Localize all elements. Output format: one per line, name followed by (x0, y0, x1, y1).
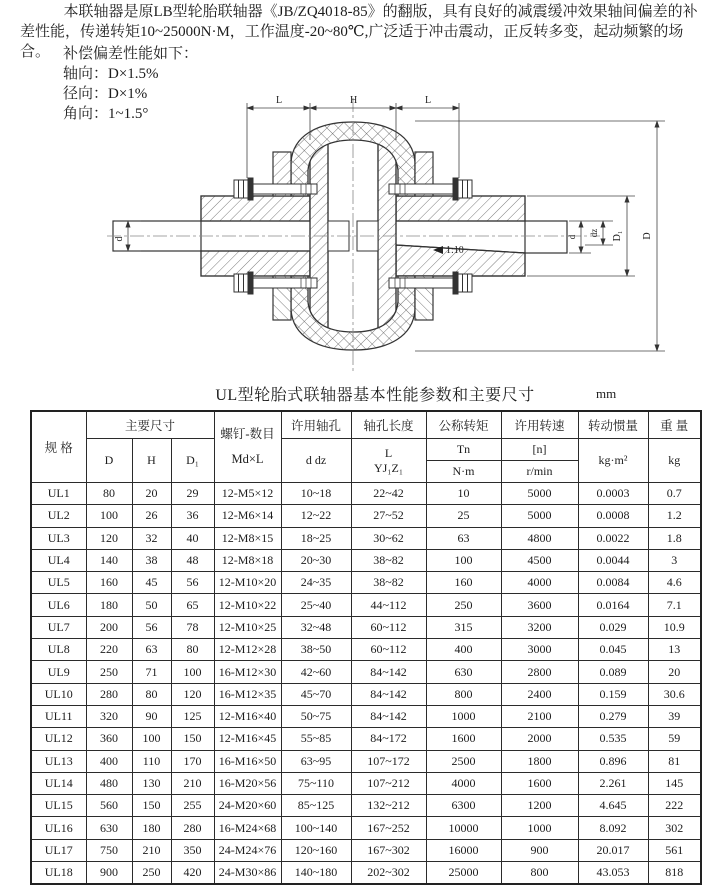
table-cell: 24~35 (281, 572, 351, 594)
table-cell: UL11 (31, 705, 86, 727)
dim-label-d-left: d (114, 236, 125, 242)
dim-label-H: H (350, 95, 358, 106)
table-cell: 100~140 (281, 817, 351, 839)
table-cell: UL18 (31, 862, 86, 884)
table-cell: 360 (86, 728, 132, 750)
dim-label-dz: dz (589, 228, 599, 238)
table-cell: 50 (132, 594, 171, 616)
table-cell: 2.261 (578, 772, 648, 794)
table-cell: 3200 (501, 616, 578, 638)
subheader-bore-len: L YJ₁Z₁ (351, 439, 426, 483)
table-cell: 38 (132, 549, 171, 571)
table-cell: 220 (86, 639, 132, 661)
parameters-table (30, 410, 702, 885)
table-cell: 12-M10×22 (214, 594, 281, 616)
table-cell: 24-M24×76 (214, 839, 281, 861)
subheader-torque-unit: N·m (426, 461, 501, 483)
table-cell: 110 (132, 750, 171, 772)
table-cell: 16-M16×50 (214, 750, 281, 772)
table-cell: 65 (171, 594, 214, 616)
table-cell: 400 (426, 639, 501, 661)
table-row (31, 839, 701, 861)
table-cell: 90 (132, 705, 171, 727)
table-cell: UL16 (31, 817, 86, 839)
table-cell: 25 (426, 505, 501, 527)
table-cell: 3000 (501, 639, 578, 661)
table-cell: 32 (132, 527, 171, 549)
table-cell: 280 (86, 683, 132, 705)
table-cell: 80 (86, 483, 132, 505)
dim-label-D1: D₁ (612, 230, 623, 242)
table-cell: 48 (171, 549, 214, 571)
intro-paragraph: 本联轴器是原LB型轮胎联轴器《JB/ZQ4018-85》的翻版，具有良好的减震缓冲效果轴间偏差的补差性能，传递转矩10~25000N·M，工作温度-20~80℃,广泛适于冲击震动，正反转多变，起动频繁的场合。 (20, 4, 698, 60)
table-cell: 1800 (501, 750, 578, 772)
table-cell: UL4 (31, 549, 86, 571)
table-cell: 4.6 (648, 572, 701, 594)
table-cell: 2400 (501, 683, 578, 705)
table-row (31, 572, 701, 594)
table-cell: 36 (171, 505, 214, 527)
table-row (31, 772, 701, 794)
table-cell: 420 (171, 862, 214, 884)
table-cell: 12-M12×28 (214, 639, 281, 661)
table-cell: 63 (132, 639, 171, 661)
table-cell: 0.0044 (578, 549, 648, 571)
table-cell: 38~82 (351, 572, 426, 594)
table-cell: 350 (171, 839, 214, 861)
col-header-main-dims: 主要尺寸 (86, 411, 214, 439)
table-cell: UL14 (31, 772, 86, 794)
table-cell: 16-M20×56 (214, 772, 281, 794)
table-cell: 0.896 (578, 750, 648, 772)
table-cell: 80 (171, 639, 214, 661)
table-cell: 1200 (501, 795, 578, 817)
table-cell: 20 (648, 661, 701, 683)
table-cell: 630 (86, 817, 132, 839)
table-cell: 16-M24×68 (214, 817, 281, 839)
table-cell: 16-M12×30 (214, 661, 281, 683)
table-cell: 222 (648, 795, 701, 817)
table-cell: 160 (426, 572, 501, 594)
table-cell: 100 (132, 728, 171, 750)
table-cell: 75~110 (281, 772, 351, 794)
table-cell: UL2 (31, 505, 86, 527)
subheader-speed-sym: [n] (501, 439, 578, 461)
table-cell: 107~172 (351, 750, 426, 772)
table-cell: 63 (426, 527, 501, 549)
table-cell: 561 (648, 839, 701, 861)
table-cell: 0.7 (648, 483, 701, 505)
deviation-axial: 轴向：D×1.5% (63, 66, 159, 82)
table-cell: 12-M16×45 (214, 728, 281, 750)
table-cell: 0.0084 (578, 572, 648, 594)
table-cell: 150 (132, 795, 171, 817)
table-cell: 280 (171, 817, 214, 839)
table-cell: 100 (86, 505, 132, 527)
table-cell: UL12 (31, 728, 86, 750)
table-cell: 4800 (501, 527, 578, 549)
table-cell: 25~40 (281, 594, 351, 616)
table-cell: UL10 (31, 683, 86, 705)
table-cell: 44~112 (351, 594, 426, 616)
table-cell: 45~70 (281, 683, 351, 705)
table-cell: 60~112 (351, 639, 426, 661)
table-cell: 56 (132, 616, 171, 638)
table-cell: UL7 (31, 616, 86, 638)
table-cell: UL9 (31, 661, 86, 683)
table-cell: 1000 (426, 705, 501, 727)
table-cell: 12-M16×40 (214, 705, 281, 727)
table-cell: 900 (501, 839, 578, 861)
table-cell: 480 (86, 772, 132, 794)
table-cell: 167~302 (351, 839, 426, 861)
table-cell: 81 (648, 750, 701, 772)
table-cell: 4500 (501, 549, 578, 571)
table-cell: 4.645 (578, 795, 648, 817)
table-row (31, 483, 701, 505)
table-cell: 1600 (501, 772, 578, 794)
table-row (31, 862, 701, 884)
subheader-D1: D₁ (171, 439, 214, 483)
table-cell: 38~82 (351, 549, 426, 571)
table-cell: 20 (132, 483, 171, 505)
table-cell: 50~75 (281, 705, 351, 727)
table-cell: UL1 (31, 483, 86, 505)
table-row (31, 795, 701, 817)
table-cell: 200 (86, 616, 132, 638)
unit-label: mm (596, 386, 617, 401)
table-cell: 180 (132, 817, 171, 839)
table-cell: 45 (132, 572, 171, 594)
table-row (31, 817, 701, 839)
table-cell: 39 (648, 705, 701, 727)
table-cell: 132~212 (351, 795, 426, 817)
table-row (31, 728, 701, 750)
col-header-bore: 许用轴孔 (281, 411, 351, 439)
table-row (31, 683, 701, 705)
table-cell: UL5 (31, 572, 86, 594)
table-cell: 71 (132, 661, 171, 683)
table-cell: 78 (171, 616, 214, 638)
table-cell: 24-M20×60 (214, 795, 281, 817)
deviation-angular: 角向：1~1.5° (63, 106, 149, 122)
table-cell: 145 (648, 772, 701, 794)
table-cell: 3 (648, 549, 701, 571)
table-cell: 10 (426, 483, 501, 505)
table-cell: 10.9 (648, 616, 701, 638)
subheader-inertia-unit: kg·m² (578, 439, 648, 483)
table-cell: 140~180 (281, 862, 351, 884)
table-cell: 27~52 (351, 505, 426, 527)
table-cell: 12-M8×15 (214, 527, 281, 549)
table-cell: 25000 (426, 862, 501, 884)
subheader-bore: d dz (281, 439, 351, 483)
table-cell: 0.0008 (578, 505, 648, 527)
table-cell: UL15 (31, 795, 86, 817)
table-cell: 24-M30×86 (214, 862, 281, 884)
table-cell: 2100 (501, 705, 578, 727)
table-cell: 13 (648, 639, 701, 661)
col-header-spec: 规 格 (31, 411, 86, 483)
table-cell: UL13 (31, 750, 86, 772)
table-cell: 12-M6×14 (214, 505, 281, 527)
table-cell: UL17 (31, 839, 86, 861)
table-cell: 180 (86, 594, 132, 616)
table-cell: 0.0164 (578, 594, 648, 616)
table-row (31, 705, 701, 727)
table-cell: 0.0022 (578, 527, 648, 549)
table-cell: 32~48 (281, 616, 351, 638)
table-cell: 26 (132, 505, 171, 527)
table-cell: 38~50 (281, 639, 351, 661)
table-cell: 22~42 (351, 483, 426, 505)
table-cell: 0.045 (578, 639, 648, 661)
table-cell: 818 (648, 862, 701, 884)
table-cell: UL6 (31, 594, 86, 616)
table-cell: 320 (86, 705, 132, 727)
table-cell: 30.6 (648, 683, 701, 705)
table-cell: 60~112 (351, 616, 426, 638)
table-cell: 125 (171, 705, 214, 727)
col-header-bore-len: 轴孔长度 (351, 411, 426, 439)
table-cell: 150 (171, 728, 214, 750)
table-cell: 84~142 (351, 661, 426, 683)
table-row (31, 549, 701, 571)
table-cell: 20.017 (578, 839, 648, 861)
table-cell: 18~25 (281, 527, 351, 549)
table-row (31, 750, 701, 772)
table-cell: 12-M10×25 (214, 616, 281, 638)
table-cell: UL8 (31, 639, 86, 661)
table-cell: 120 (86, 527, 132, 549)
dim-label-D: D (642, 232, 653, 240)
col-header-speed: 许用转速 (501, 411, 578, 439)
table-cell: 7.1 (648, 594, 701, 616)
table-cell: 210 (171, 772, 214, 794)
table-cell: 1600 (426, 728, 501, 750)
table-cell: 170 (171, 750, 214, 772)
table-title: UL型轮胎式联轴器基本性能参数和主要尺寸 (215, 387, 535, 404)
shaft-right (525, 221, 567, 253)
table-cell: 6300 (426, 795, 501, 817)
table-cell: 2500 (426, 750, 501, 772)
table-cell: 30~62 (351, 527, 426, 549)
table-cell: 0.089 (578, 661, 648, 683)
table-cell: 0.0003 (578, 483, 648, 505)
table-cell: 167~252 (351, 817, 426, 839)
table-cell: 315 (426, 616, 501, 638)
table-row (31, 594, 701, 616)
subheader-D: D (86, 439, 132, 483)
table-cell: 3600 (501, 594, 578, 616)
table-cell: 42~60 (281, 661, 351, 683)
table-cell: 12-M5×12 (214, 483, 281, 505)
table-cell: 63~95 (281, 750, 351, 772)
table-cell: 16-M12×35 (214, 683, 281, 705)
table-cell: 20~30 (281, 549, 351, 571)
table-cell: 10~18 (281, 483, 351, 505)
table-cell: 400 (86, 750, 132, 772)
table-cell: 5000 (501, 483, 578, 505)
table-cell: 80 (132, 683, 171, 705)
table-row (31, 661, 701, 683)
table-cell: 16000 (426, 839, 501, 861)
table-cell: 55~85 (281, 728, 351, 750)
table-cell: 630 (426, 661, 501, 683)
table-row (31, 639, 701, 661)
table-cell: 800 (426, 683, 501, 705)
table-cell: 5000 (501, 505, 578, 527)
table-cell: UL3 (31, 527, 86, 549)
table-cell: 2800 (501, 661, 578, 683)
subheader-H: H (132, 439, 171, 483)
table-cell: 29 (171, 483, 214, 505)
table-cell: 130 (132, 772, 171, 794)
table-cell: 250 (426, 594, 501, 616)
subheader-torque-sym: Tn (426, 439, 501, 461)
table-cell: 250 (132, 862, 171, 884)
table-cell: 250 (86, 661, 132, 683)
table-cell: 43.053 (578, 862, 648, 884)
table-cell: 202~302 (351, 862, 426, 884)
table-cell: 120~160 (281, 839, 351, 861)
table-cell: 560 (86, 795, 132, 817)
deviation-radial: 径向：D×1% (63, 86, 148, 102)
coupling-section-drawing (95, 88, 675, 383)
table-cell: 59 (648, 728, 701, 750)
table-cell: 84~142 (351, 683, 426, 705)
table-cell: 0.279 (578, 705, 648, 727)
col-header-inertia: 转动惯量 (578, 411, 648, 439)
table-cell: 210 (132, 839, 171, 861)
table-cell: 12~22 (281, 505, 351, 527)
table-cell: 750 (86, 839, 132, 861)
table-cell: 120 (171, 683, 214, 705)
table-row (31, 527, 701, 549)
col-header-weight: 重 量 (648, 411, 701, 439)
table-cell: 84~142 (351, 705, 426, 727)
table-cell: 40 (171, 527, 214, 549)
table-cell: 0.159 (578, 683, 648, 705)
col-header-screws: 螺钉-数目 Md×L (214, 411, 281, 483)
dim-label-L-right: L (425, 95, 432, 106)
dim-label-L-left: L (276, 95, 283, 106)
table-cell: 160 (86, 572, 132, 594)
table-cell: 4000 (501, 572, 578, 594)
table-cell: 84~172 (351, 728, 426, 750)
table-cell: 0.029 (578, 616, 648, 638)
subheader-speed-unit: r/min (501, 461, 578, 483)
table-cell: 2000 (501, 728, 578, 750)
table-cell: 1.2 (648, 505, 701, 527)
table-cell: 800 (501, 862, 578, 884)
dim-label-d-right: d (567, 234, 577, 240)
table-cell: 4000 (426, 772, 501, 794)
table-cell: 302 (648, 817, 701, 839)
svg-text:1:10: 1:10 (446, 245, 464, 256)
table-cell: 85~125 (281, 795, 351, 817)
table-cell: 100 (426, 549, 501, 571)
col-header-torque: 公称转矩 (426, 411, 501, 439)
table-cell: 12-M10×20 (214, 572, 281, 594)
table-cell: 1.8 (648, 527, 701, 549)
table-cell: 900 (86, 862, 132, 884)
table-cell: 1000 (501, 817, 578, 839)
table-cell: 100 (171, 661, 214, 683)
table-cell: 107~212 (351, 772, 426, 794)
table-cell: 10000 (426, 817, 501, 839)
deviation-heading: 补偿偏差性能如下： (63, 46, 199, 62)
table-cell: 8.092 (578, 817, 648, 839)
table-cell: 56 (171, 572, 214, 594)
table-cell: 255 (171, 795, 214, 817)
table-cell: 140 (86, 549, 132, 571)
table-row (31, 616, 701, 638)
table-cell: 0.535 (578, 728, 648, 750)
table-row (31, 505, 701, 527)
table-cell: 12-M8×18 (214, 549, 281, 571)
subheader-weight-unit: kg (648, 439, 701, 483)
